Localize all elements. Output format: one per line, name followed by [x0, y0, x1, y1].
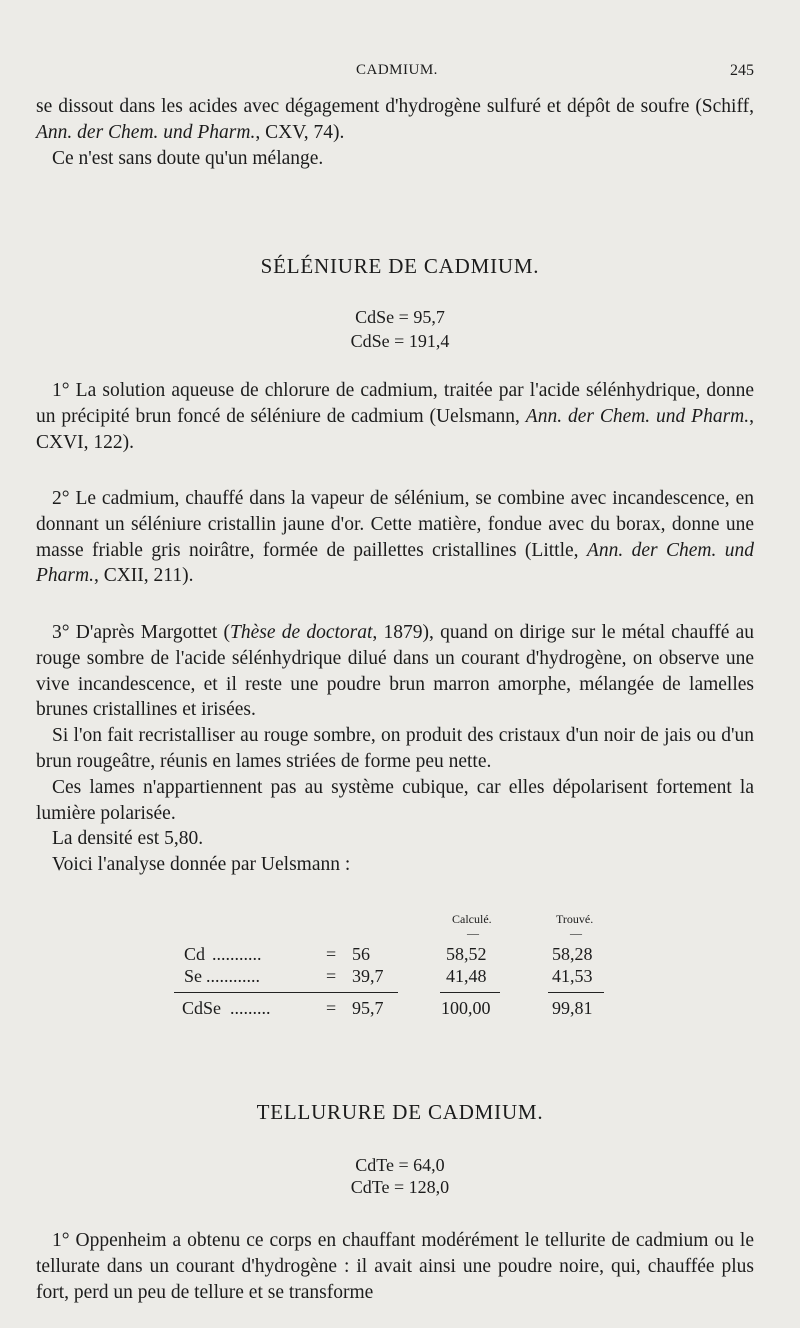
formula: CdSe = 95,7: [355, 307, 445, 327]
row-label: Cd: [184, 944, 206, 964]
row-found: 99,81: [552, 998, 593, 1018]
paragraph: 1° Oppenheim a obtenu ce corps en chauffant modérément le tellurite de cadmium ou le tellurate dans un courant d'hydrogène : il avait ainsi une poudre noire, qui, chauffée plus fort, perd un peu de tellure et se transforme: [36, 1230, 754, 1303]
section-title-telluride: TELLURURE DE CADMIUM.: [256, 1100, 544, 1124]
row-leader: ............: [206, 966, 260, 986]
paragraph: Voici l'analyse donnée par Uelsmann :: [52, 854, 351, 876]
column-dash: —: [467, 926, 479, 940]
telluride-text: [36, 1228, 754, 1305]
selenide-text: [36, 486, 754, 589]
intro-paragraph: Ce n'est sans doute qu'un mélange.: [52, 147, 324, 169]
paragraph: 2° Le cadmium, chauffé dans la vapeur de sélénium, se combine avec incandescence, en donnant un séléniure cristallin jaune d'or. Cette matière, fondue avec du borax, donne une masse friable gris noirâtre, formée de paillettes cristallines (Little, Ann. der Chem. und Pharm., CXII, 211).: [36, 488, 754, 587]
row-label: Se: [184, 966, 202, 986]
formula: CdSe = 191,4: [350, 331, 450, 351]
running-title: CADMIUM.: [356, 62, 438, 78]
formula: CdTe = 128,0: [350, 1177, 450, 1197]
column-dash: —: [570, 926, 582, 940]
row-value: 39,7: [352, 966, 384, 986]
formula: CdTe = 64,0: [355, 1155, 445, 1175]
journal-reference: Ann. der Chem. und Pharm.: [525, 405, 750, 427]
sum-rule: [440, 992, 500, 993]
paragraph: La densité est 5,80.: [52, 828, 204, 850]
row-equals: =: [326, 966, 337, 986]
paragraph: 1° La solution aqueuse de chlorure de cadmium, traitée par l'acide sélénhydrique, donne un précipité brun foncé de séléniure de cadmium (Uelsmann, Ann. der Chem. und Pharm., CXVI, 122).: [36, 380, 755, 453]
row-value: 95,7: [352, 998, 384, 1018]
row-leader: .........: [230, 998, 271, 1018]
selenide-text: [36, 620, 754, 878]
journal-reference: Ann. der Chem. und Pharm.: [36, 121, 256, 143]
selenide-text: [36, 378, 754, 455]
journal-reference: Ann. der Chem. und Pharm.: [36, 539, 754, 587]
column-header-calculated: Calculé.: [452, 912, 492, 926]
row-leader: ...........: [212, 944, 262, 964]
thesis-reference: Thèse de doctorat: [229, 622, 373, 643]
paragraph: Ces lames n'appartiennent pas au système cubique, car elles dépolarisent fortement la lumière polarisée.: [36, 776, 754, 824]
row-calculated: 41,48: [446, 966, 487, 986]
page-number: 245: [730, 62, 754, 79]
paragraph: Si l'on fait recristalliser au rouge sombre, on produit des cristaux d'un noir de jais ou d'un brun rougeâtre, réunis en lames striées de forme peu nette.: [36, 725, 754, 772]
sum-rule: [174, 992, 398, 993]
column-header-found: Trouvé.: [556, 912, 594, 926]
section-title-selenide: SÉLÉNIURE DE CADMIUM.: [260, 254, 540, 278]
row-label: CdSe: [182, 998, 222, 1018]
sum-rule: [548, 992, 604, 993]
row-equals: =: [326, 998, 337, 1018]
intro-paragraph: se dissout dans les acides avec dégagement d'hydrogène sulfuré et dépôt de soufre (Schiff, Ann. der Chem. und Pharm., CXV, 74).: [36, 96, 754, 143]
row-calculated: 58,52: [446, 944, 487, 964]
row-equals: =: [326, 944, 337, 964]
page-header: [0, 62, 800, 86]
row-calculated: 100,00: [441, 998, 491, 1018]
paragraph: 3° D'après Margottet (Thèse de doctorat, 1879), quand on dirige sur le métal chauffé au rouge sombre de l'acide sélénhydrique dilué dans un courant d'hydrogène, on observe une vive incandescence, et il reste une poudre brun marron amorphe, mélangée de lamelles brunes cristallines et irisées.: [36, 622, 754, 721]
row-found: 58,28: [552, 944, 593, 964]
row-value: 56: [352, 944, 370, 964]
intro-text: [36, 94, 754, 171]
row-found: 41,53: [552, 966, 593, 986]
